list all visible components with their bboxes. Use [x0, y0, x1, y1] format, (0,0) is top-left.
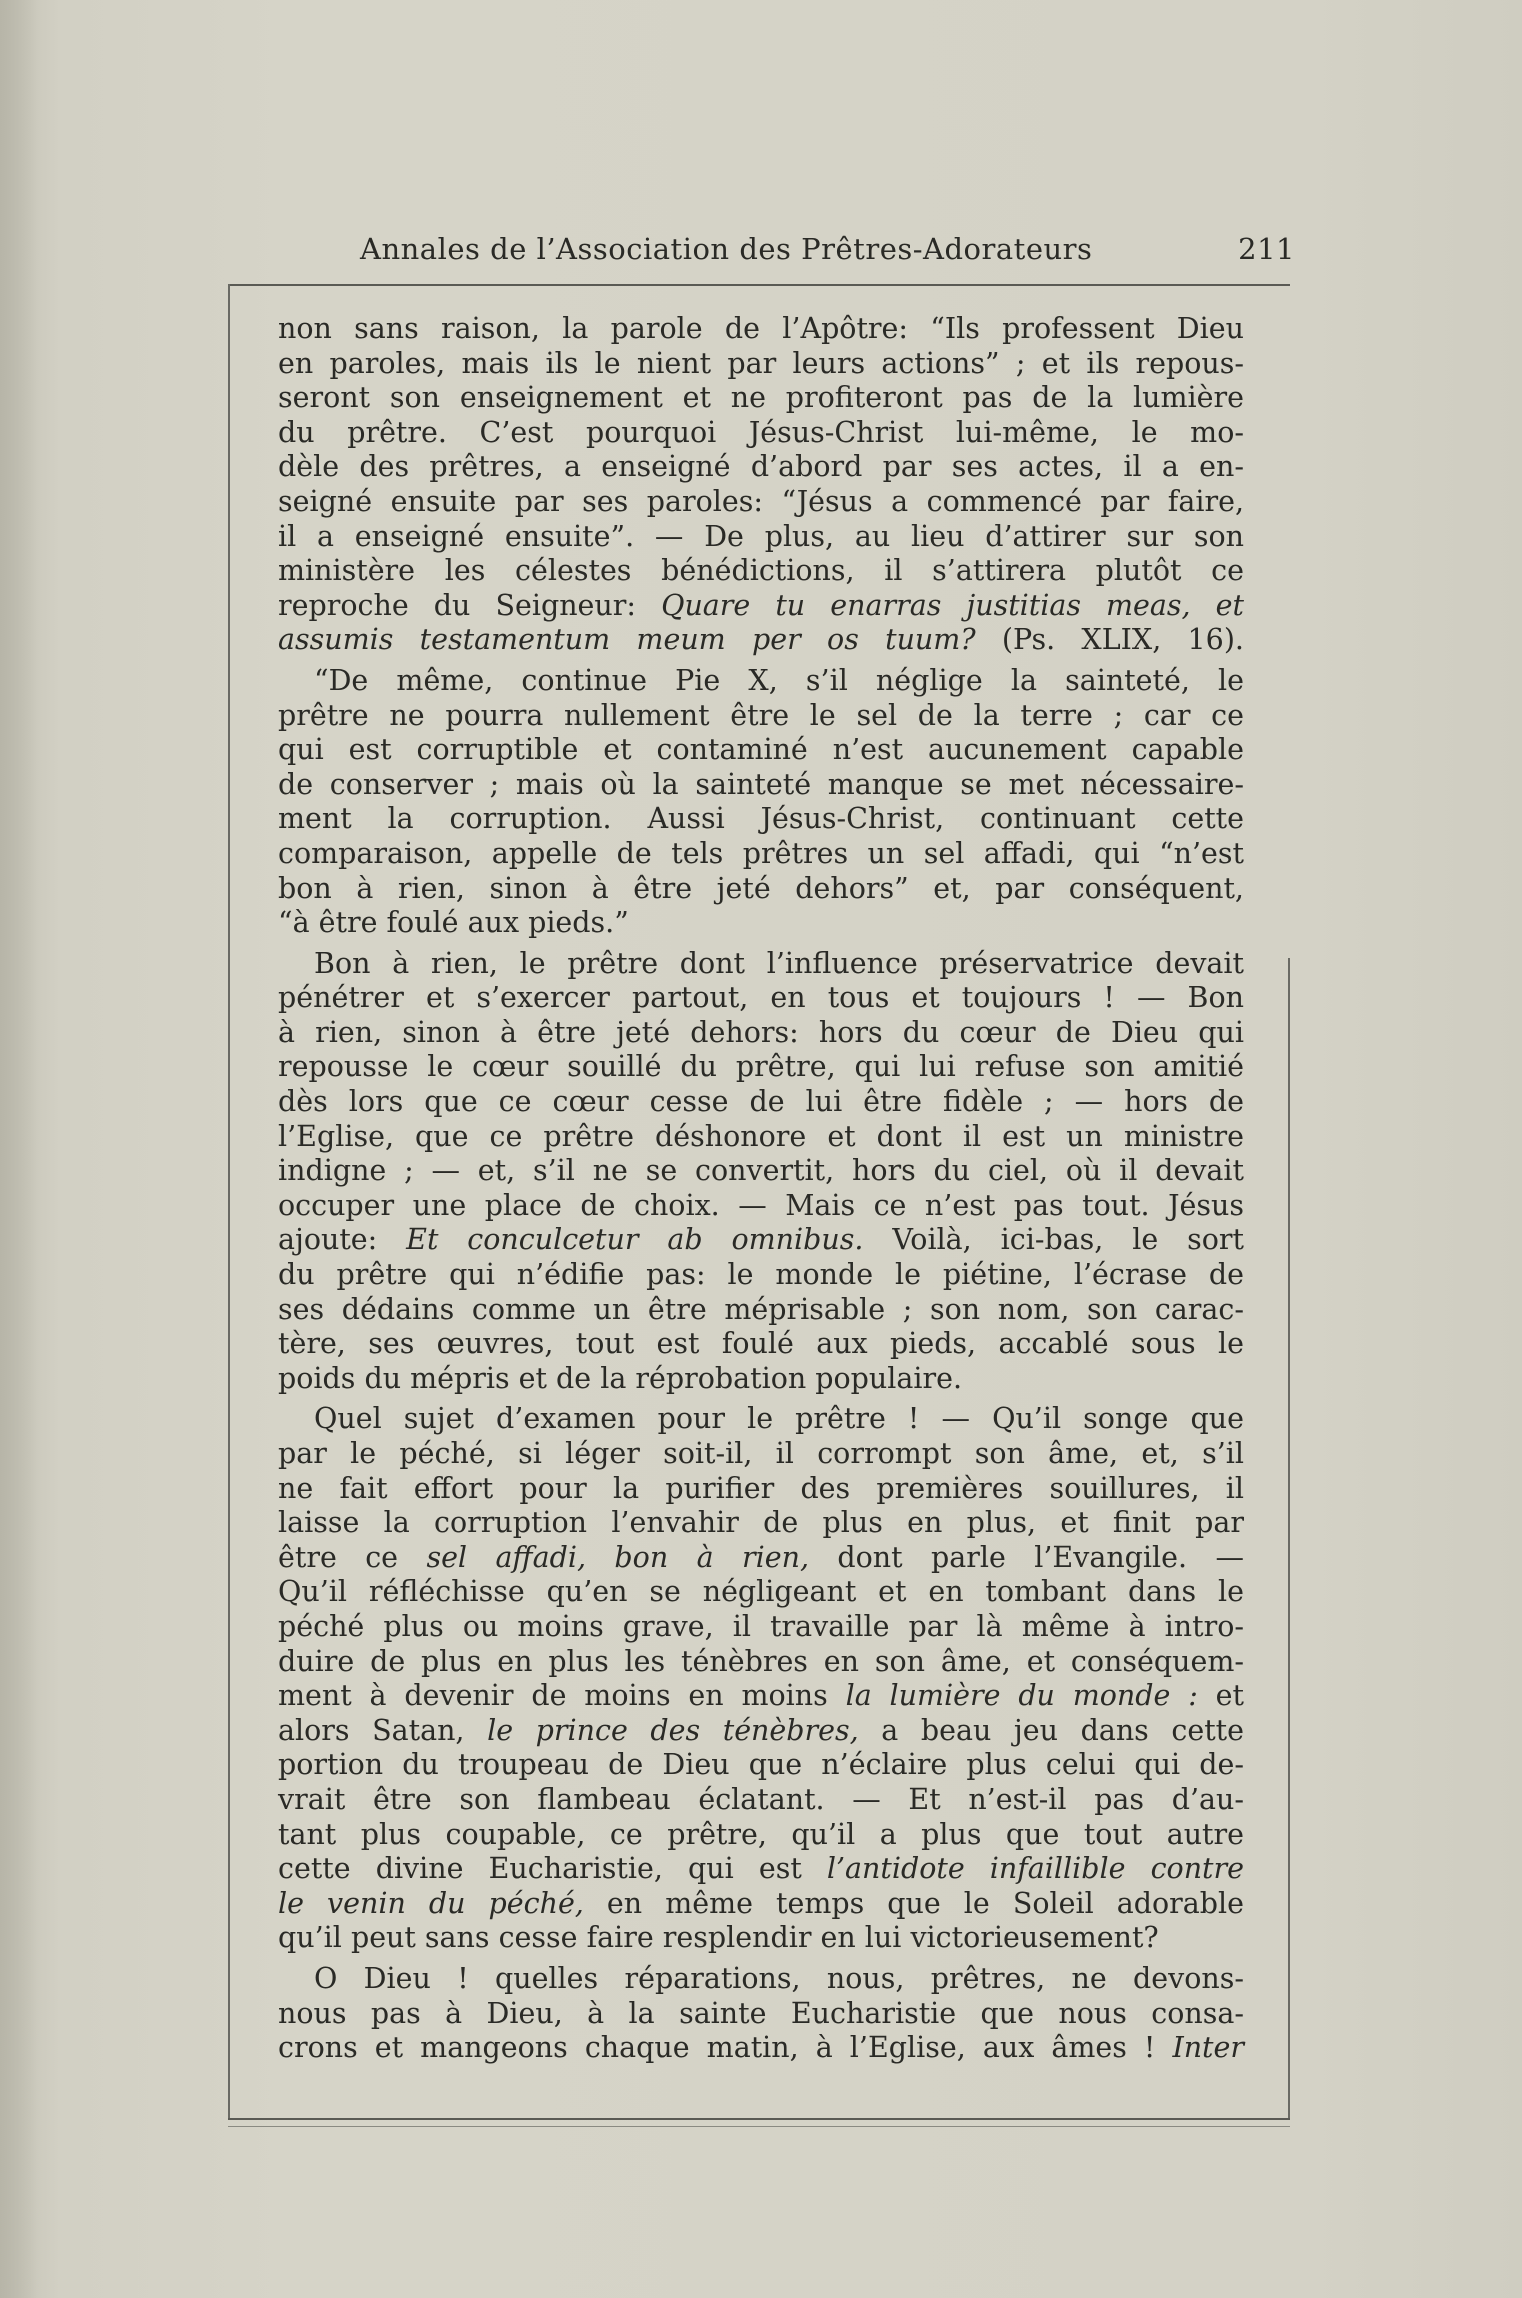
text-line: seigné ensuite par ses paroles: “Jésus a commencé par faire,: [278, 484, 1244, 518]
text-line: [278, 1541, 1244, 1576]
paragraph-1: [278, 312, 1244, 658]
text-line: dèle des prêtres, a enseigné d’abord par ses actes, il a en-: [278, 450, 1244, 484]
text-line: [278, 2031, 1244, 2066]
text-line: l’Eglise, que ce prêtre déshonore et dont il est un ministre: [278, 1119, 1244, 1153]
text-line: portion du troupeau de Dieu que n’éclaire plus celui qui de-: [278, 1748, 1244, 1782]
text-line: laisse la corruption l’envahir de plus en plus, et finit par: [278, 1506, 1244, 1540]
text-run: Voilà, ici-bas, le sort: [863, 1223, 1244, 1257]
text-run: dont parle l’Evangile. —: [809, 1540, 1244, 1574]
text-run: cette divine Eucharistie, qui est: [278, 1852, 827, 1886]
text-run: ajoute:: [278, 1223, 407, 1257]
italic-phrase: la lumière du monde :: [845, 1679, 1198, 1713]
text-line: [278, 1714, 1244, 1749]
latin-quote: Quare tu enarras justitias meas, et: [661, 588, 1244, 622]
text-run: crons et mangeons chaque matin, à l’Eglise, aux âmes !: [278, 2031, 1173, 2065]
text-line: qui est corruptible et contaminé n’est aucunement capable: [278, 733, 1244, 767]
paragraph-4: [278, 1402, 1244, 1956]
text-line: [278, 623, 1244, 658]
text-line: par le péché, si léger soit-il, il corrompt son âme, et, s’il: [278, 1437, 1244, 1470]
text-line: du prêtre qui n’édifie pas: le monde le piétine, l’écrase de: [278, 1258, 1244, 1292]
text-line: non sans raison, la parole de l’Apôtre: “Ils professent Dieu: [278, 312, 1244, 345]
text-run: alors Satan,: [278, 1713, 488, 1747]
text-line: “De même, continue Pie X, s’il néglige la sainteté, le: [314, 663, 1244, 697]
text-line: indigne ; — et, s’il ne se convertit, hors du ciel, où il devait: [278, 1154, 1244, 1188]
text-line: de conserver ; mais où la sainteté manque se met nécessaire-: [278, 767, 1244, 801]
text-line: en paroles, mais ils le nient par leurs actions” ; et ils repous-: [278, 346, 1244, 380]
right-border-rule: [1288, 958, 1290, 2120]
text-line: tère, ses œuvres, tout est foulé aux pieds, accablé sous le: [278, 1327, 1244, 1361]
italic-phrase: Inter: [1172, 2031, 1244, 2065]
text-line: [278, 589, 1244, 624]
text-line: duire de plus en plus les ténèbres en son âme, et conséquem-: [278, 1644, 1244, 1678]
text-line: repousse le cœur souillé du prêtre, qui lui refuse son amitié: [278, 1050, 1244, 1084]
header-rule: [228, 284, 1290, 286]
footer-rule-thin: [228, 2126, 1290, 2127]
paragraph-2: [278, 664, 1244, 941]
text-run: a beau jeu dans cette: [858, 1713, 1244, 1747]
text-line: ses dédains comme un être méprisable ; son nom, son carac-: [278, 1292, 1244, 1326]
italic-phrase: sel affadi, bon à rien,: [426, 1540, 809, 1574]
latin-quote: Et conculcetur ab omnibus.: [406, 1223, 864, 1257]
text-line: bon à rien, sinon à être jeté dehors” et, par conséquent,: [278, 871, 1244, 905]
italic-phrase: le prince des ténèbres,: [487, 1713, 859, 1747]
text-line: pénétrer et s’exercer partout, en tous et toujours ! — Bon: [278, 981, 1244, 1015]
paragraph-5: [278, 1962, 1244, 2066]
text-line: ment la corruption. Aussi Jésus-Christ, continuant cette: [278, 802, 1244, 836]
text-run: être ce: [278, 1540, 427, 1574]
text-run: en même temps que le Soleil adorable: [583, 1886, 1244, 1920]
text-line: comparaison, appelle de tels prêtres un sel affadi, qui “n’est: [278, 836, 1244, 870]
text-line: ne fait effort pour la purifier des premières souillures, il: [278, 1471, 1244, 1505]
text-line: poids du mépris et de la réprobation populaire.: [278, 1361, 963, 1395]
text-line: “à être foulé aux pieds.”: [278, 906, 629, 940]
text-line: nous pas à Dieu, à la sainte Eucharistie que nous consa-: [278, 1996, 1244, 2030]
text-run: et: [1197, 1679, 1244, 1713]
text-line: ministère les célestes bénédictions, il s’attirera plutôt ce: [278, 554, 1244, 588]
text-line: péché plus ou moins grave, il travaille par là même à intro-: [278, 1609, 1244, 1643]
page-number: 211: [1238, 232, 1295, 266]
text-line: du prêtre. C’est pourquoi Jésus-Christ lui-même, le mo-: [278, 415, 1244, 449]
running-title: Annales de l’Association des Prêtres-Adorateurs: [360, 232, 1093, 266]
text-run: ment à devenir de moins en moins: [278, 1679, 846, 1713]
text-line: il a enseigné ensuite”. — De plus, au lieu d’attirer sur son: [278, 519, 1244, 553]
text-line: seront son enseignement et ne profiteront pas de la lumière: [278, 381, 1244, 415]
italic-phrase: l’antidote infaillible contre: [826, 1852, 1244, 1886]
body-text: [278, 312, 1244, 2066]
text-line: tant plus coupable, ce prêtre, qu’il a plus que tout autre: [278, 1817, 1244, 1851]
text-line: [278, 1852, 1244, 1887]
latin-quote: assumis testamentum meum per os tuum?: [278, 623, 976, 657]
left-border-rule: [228, 284, 230, 2120]
text-line: vrait être son flambeau éclatant. — Et n’est-il pas d’au-: [278, 1782, 1244, 1816]
text-line: Quel sujet d’examen pour le prêtre ! — Qu’il songe que: [314, 1402, 1244, 1436]
text-line: dès lors que ce cœur cesse de lui être fidèle ; — hors de: [278, 1085, 1244, 1119]
footer-rule: [228, 2118, 1290, 2120]
running-header: [360, 232, 1295, 276]
text-line: [278, 1887, 1244, 1922]
text-line: Bon à rien, le prêtre dont l’influence préservatrice devait: [314, 946, 1244, 980]
text-line: O Dieu ! quelles réparations, nous, prêtres, ne devons-: [314, 1961, 1244, 1995]
citation: (Ps. XLIX, 16).: [975, 623, 1244, 657]
text-line: à rien, sinon à être jeté dehors: hors du cœur de Dieu qui: [278, 1015, 1244, 1049]
text-line: occuper une place de choix. — Mais ce n’est pas tout. Jésus: [278, 1188, 1244, 1222]
text-line: qu’il peut sans cesse faire resplendir en lui victorieusement?: [278, 1921, 1159, 1955]
text-run: reproche du Seigneur:: [278, 588, 662, 622]
italic-phrase: le venin du péché,: [278, 1886, 584, 1920]
page-edge-shadow: [0, 0, 38, 2298]
text-line: [278, 1679, 1244, 1714]
text-line: prêtre ne pourra nullement être le sel de la terre ; car ce: [278, 698, 1244, 732]
paragraph-3: [278, 947, 1244, 1397]
text-line: Qu’il réfléchisse qu’en se négligeant et en tombant dans le: [278, 1575, 1244, 1609]
text-line: [278, 1223, 1244, 1258]
